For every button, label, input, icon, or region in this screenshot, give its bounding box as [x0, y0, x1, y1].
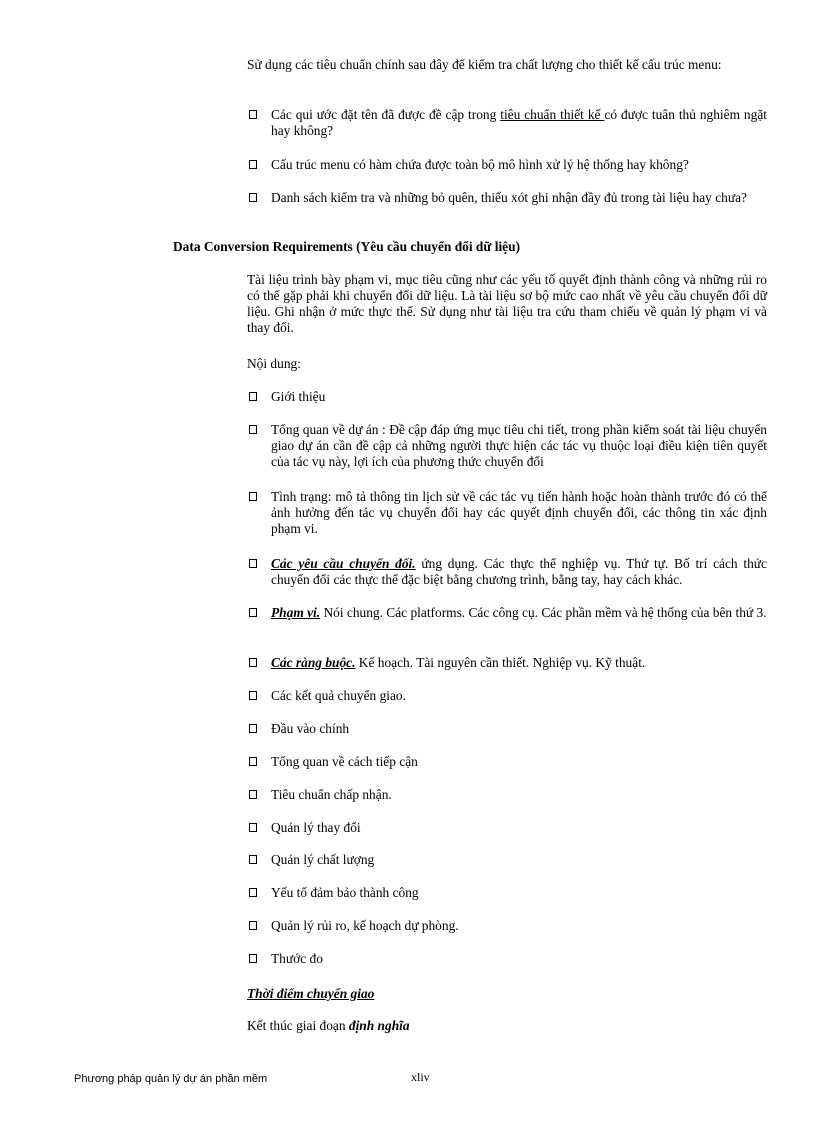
footer-title: Phương pháp quản lý dự án phần mềm: [74, 1073, 268, 1085]
content-item: Đầu vào chính: [247, 721, 767, 737]
content-label: Nội dung:: [247, 356, 301, 371]
design-standard-link[interactable]: tiêu chuẩn thiết kế: [500, 107, 605, 122]
content-item: Quản lý rủi ro, kế hoạch dự phòng.: [247, 918, 767, 934]
checkbox-bullet-icon: [249, 492, 257, 501]
checkbox-bullet-icon: [249, 608, 257, 617]
checkbox-bullet-icon: [249, 658, 257, 667]
content-item: Tổng quan về dự án : Đề cập đáp ứng mục tiêu chi tiết, trong phần kiểm soát tài liệu chuyển giao dự án cần đề cập cả những người thực hiện các tác vụ thuộc loại điều kiện tiên quyết của tác vụ này, lợi ích của phương thức chuyển đổi: [247, 422, 767, 470]
content-item: Tiêu chuẩn chấp nhận.: [247, 787, 767, 803]
checkbox-bullet-icon: [249, 691, 257, 700]
content-item: Yếu tố đảm bảo thành công: [247, 885, 767, 901]
checkbox-bullet-icon: [249, 855, 257, 864]
timing-text: Kết thúc giai đoạn định nghĩa: [247, 1018, 410, 1033]
checkbox-bullet-icon: [249, 954, 257, 963]
section-description: Tài liệu trình bày phạm vi, mục tiêu cũng như các yếu tố quyết định thành công và những rủi ro có thể gặp phải khi chuyển đổi dữ liệu. Là tài liệu sơ bộ mức cao nhất về yêu cầu chuyển đổi dữ liệu. Ghi nhận ở mức thực thể. Sử dụng như tài liệu tra cứu tham chiếu về quản lý phạm vi và thay đổi.: [247, 272, 767, 335]
checkbox-bullet-icon: [249, 559, 257, 568]
page-number: xliv: [411, 1070, 430, 1084]
checkbox-bullet-icon: [249, 790, 257, 799]
checkbox-bullet-icon: [249, 757, 257, 766]
checkbox-bullet-icon: [249, 888, 257, 897]
check-item: Các qui ước đặt tên đã được đề cập trong tiêu chuẩn thiết kế có được tuân thủ nghiêm ngặt hay không?: [247, 107, 767, 139]
content-item: Phạm vi. Nói chung. Các platforms. Các công cụ. Các phần mềm và hệ thống của bên thứ 3.: [247, 605, 767, 621]
checkbox-bullet-icon: [249, 823, 257, 832]
checkbox-bullet-icon: [249, 193, 257, 202]
check-item: Cấu trúc menu có hàm chứa được toàn bộ mô hình xử lý hệ thống hay không?: [247, 157, 767, 173]
checkbox-bullet-icon: [249, 160, 257, 169]
content-item: Các yêu cầu chuyển đổi. ứng dụng. Các thực thể nghiệp vụ. Thứ tự. Bố trí cách thức chuyển đổi các thực thể đặc biệt bằng chương trình, bằng tay, hay cách khác.: [247, 556, 767, 588]
content-item: Quản lý chất lượng: [247, 852, 767, 868]
checkbox-bullet-icon: [249, 110, 257, 119]
checkbox-bullet-icon: [249, 921, 257, 930]
checkbox-bullet-icon: [249, 425, 257, 434]
intro-paragraph: Sử dụng các tiêu chuẩn chính sau đây để kiểm tra chất lượng cho thiết kế cấu trúc menu:: [247, 57, 722, 72]
content-item: Quản lý thay đổi: [247, 820, 767, 836]
content-item: Tổng quan về cách tiếp cận: [247, 754, 767, 770]
checkbox-bullet-icon: [249, 724, 257, 733]
content-item: Thước đo: [247, 951, 767, 967]
checkbox-bullet-icon: [249, 392, 257, 401]
content-item: Các kết quả chuyển giao.: [247, 688, 767, 704]
content-item: Tình trạng: mô tả thông tin lịch sử về các tác vụ tiến hành hoặc hoàn thành trước đó có thể ảnh hưởng đến tác vụ chuyển đổi hay các quyết định chuyển đổi, các thông tin xác định phạm vi.: [247, 489, 767, 537]
content-item: Giới thiệu: [247, 389, 767, 405]
check-item: Danh sách kiểm tra và những bỏ quên, thiếu xót ghi nhận đầy đủ trong tài liệu hay chưa?: [247, 190, 767, 206]
content-item: Các ràng buộc. Kế hoạch. Tài nguyên cần thiết. Nghiệp vụ. Kỹ thuật.: [247, 655, 767, 671]
timing-title: Thời điểm chuyển giao: [247, 986, 375, 1001]
section-heading: Data Conversion Requirements (Yêu cầu chuyển đổi dữ liệu): [173, 239, 521, 254]
